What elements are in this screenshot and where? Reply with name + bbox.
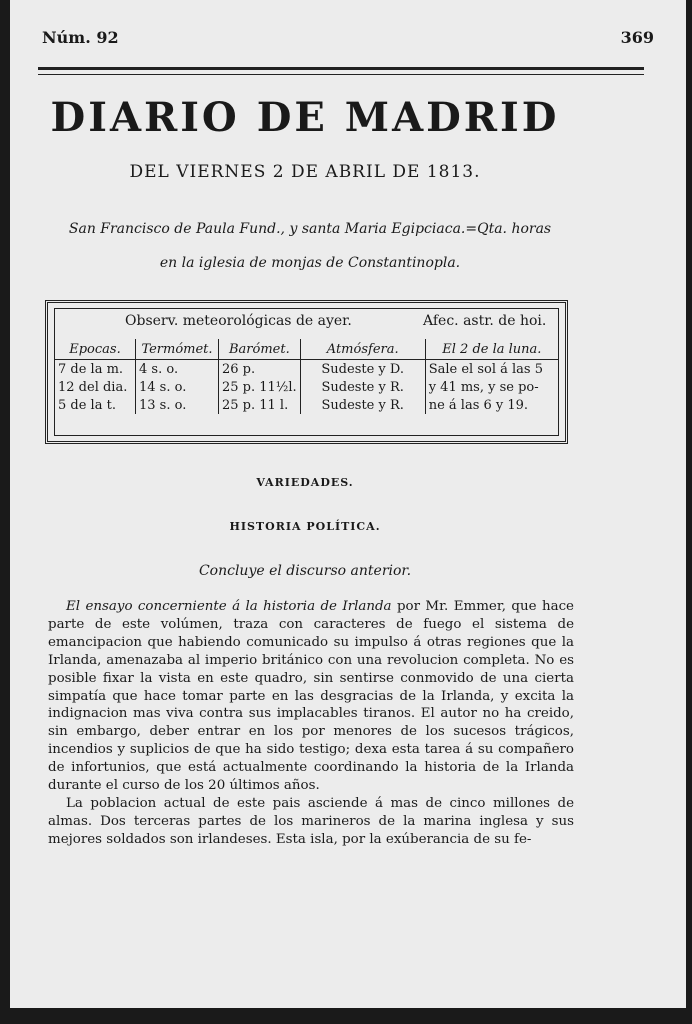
table-row [55, 396, 558, 414]
header-rule-thin [38, 74, 644, 75]
saints-of-day [50, 212, 570, 280]
cell-atmosfera: Sudeste y D. [300, 360, 425, 379]
col-termometro: Termómet. [136, 339, 219, 360]
weather-table [55, 339, 558, 414]
cell-barometro: 25 p. 11 l. [219, 396, 301, 414]
issue-number: Núm. 92 [42, 28, 119, 47]
table-row [55, 360, 558, 379]
col-barometro: Barómet. [219, 339, 301, 360]
cell-barometro: 25 p. 11½l. [219, 378, 301, 396]
weather-box [45, 300, 568, 444]
masthead-title: DIARIO DE MADRID [50, 94, 560, 141]
issue-date: DEL VIERNES 2 DE ABRIL DE 1813. [129, 162, 481, 182]
header-row [42, 28, 654, 48]
cell-epoca: 5 de la t. [58, 397, 116, 413]
article-body [48, 598, 574, 849]
article-subtitle: Concluye el discurso anterior. [198, 563, 412, 579]
table-row [55, 378, 558, 396]
astronomy-title: Afec. astr. de hoi. [423, 313, 547, 329]
header-rule-thick [38, 67, 644, 70]
saints-line-2: en la iglesia de monjas de Constantinopla. [159, 255, 461, 271]
cell-atmosfera: Sudeste y R. [300, 378, 425, 396]
weather-observations-title: Observ. meteorológicas de ayer. [125, 313, 352, 329]
cell-luna: Sale el sol á las 5 [425, 360, 558, 379]
page-number: 369 [620, 28, 654, 47]
paragraph-1-text: por Mr. Emmer, que hace parte de este volúmen, traza con caracteres de fuego el sistema de emancipacion que habiendo comunicado su impulso á otras regiones que la Irlanda, amenazaba al imperio británico con una revolucion completa. No es posible fixar la vista en este quadro, sin sentirse conmovido de una cierta simpatía que hace tomar parte en las desgracias de la Irlanda, y excita la indignacion mas viva contra sus implacables tiranos. El autor no ha creido, sin embargo, deber entrar en los por menores de los sucesos trágicos, incendios y suplicios de que ha sido testigo; dexa esta tarea á su compañero de infortunios, que está actualmente coordinando la historia de la Irlanda durante el curso de los 20 últimos años. [48, 599, 574, 794]
cell-epoca: 12 del dia. [58, 379, 128, 395]
cell-barometro: 26 p. [219, 360, 301, 379]
col-atmosfera: Atmósfera. [300, 339, 425, 360]
paragraph-1 [48, 598, 574, 795]
cell-termometro: 4 s. o. [136, 360, 219, 379]
paragraph-2: La poblacion actual de este pais asciende á mas de cinco millones de almas. Dos terceras partes de los marineros de la marina inglesa y sus mejores soldados son irlandeses. Esta isla, por la exúberancia de su fe- [48, 795, 574, 847]
paragraph-1-italic: El ensayo concerniente á la historia de Irlanda [66, 599, 392, 614]
cell-luna: ne á las 6 y 19. [425, 396, 558, 414]
cell-atmosfera: Sudeste y R. [300, 396, 425, 414]
weather-table-header [55, 339, 558, 360]
section-variedades: VARIEDADES. [256, 476, 354, 489]
cell-luna: y 41 ms, y se po- [425, 378, 558, 396]
cell-termometro: 13 s. o. [136, 396, 219, 414]
saints-line-1: San Francisco de Paula Fund., y santa Maria Egipciaca.=Qta. horas [68, 221, 552, 237]
newspaper-page [10, 0, 686, 1008]
section-historia-politica: HISTORIA POLÍTICA. [229, 520, 381, 533]
cell-termometro: 14 s. o. [136, 378, 219, 396]
col-epocas: Epocas. [55, 339, 136, 360]
col-luna: El 2 de la luna. [425, 339, 558, 360]
weather-box-inner [54, 308, 559, 436]
cell-epoca: 7 de la m. [58, 361, 124, 377]
weather-header [55, 313, 558, 335]
